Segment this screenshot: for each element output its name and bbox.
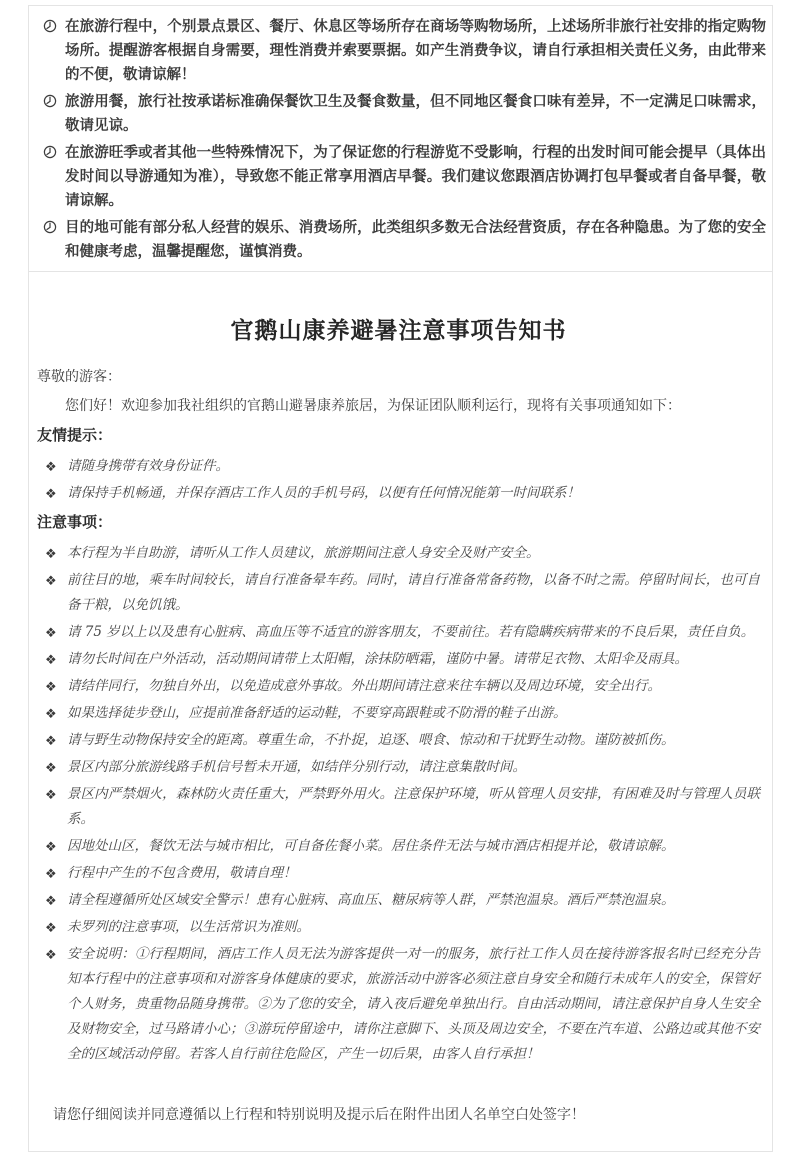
note-text: 请全程遵循所处区域安全警示！患有心脏病、高血压、糖尿病等人群，严禁泡温泉。酒后严禁泡温泉。	[67, 892, 675, 908]
intro-paragraph: 您们好！欢迎参加我社组织的官鹅山避暑康养旅居，为保证团队顺利运行，现将有关事项通知如下：	[65, 397, 681, 413]
clock-icon	[37, 141, 65, 159]
note-text: 行程中产生的不包含费用，敬请自理！	[67, 865, 297, 881]
clock-icon	[37, 216, 65, 234]
warning-item	[37, 90, 766, 138]
note-item	[37, 888, 760, 913]
clock-icon	[37, 90, 65, 108]
note-text: 景区内严禁烟火，森林防火责任重大，严禁野外用火。注意保护环境，听从管理人员安排，有困难及时与管理人员联系。	[67, 786, 760, 827]
warning-text: 旅游用餐，旅行社按承诺标准确保餐饮卫生及餐食数量，但不同地区餐食口味有差异，不一定满足口味需求，敬请见谅。	[65, 94, 766, 134]
note-text: 如果选择徒步登山，应提前准备舒适的运动鞋，不要穿高跟鞋或不防滑的鞋子出游。	[67, 705, 567, 721]
notice-section	[28, 272, 773, 1152]
warning-text: 在旅游行程中，个别景点景区、餐厅、休息区等场所存在商场等购物场所，上述场所非旅行社安排的指定购物场所。提醒游客根据自身需要，理性消费并索要票据。如产生消费争议，请自行承担相关责任义务，由此带来的不便，敬请谅解！	[65, 19, 766, 83]
diamond-bullet-icon: ❖	[45, 486, 57, 501]
note-item	[37, 834, 760, 859]
notes-heading: 注意事项：	[37, 514, 113, 531]
document-page	[0, 5, 800, 1152]
salutation: 尊敬的游客：	[37, 368, 121, 384]
note-text: 景区内部分旅游线路手机信号暂未开通，如结伴分别行动，请注意集散时间。	[67, 759, 526, 775]
warning-item	[37, 15, 766, 87]
note-text: 未罗列的注意事项，以生活常识为准则。	[67, 919, 310, 935]
note-item	[37, 701, 760, 726]
diamond-bullet-icon: ❖	[45, 679, 57, 694]
diamond-bullet-icon: ❖	[45, 760, 57, 775]
diamond-bullet-icon: ❖	[45, 546, 57, 561]
note-item	[37, 568, 760, 618]
note-text: 本行程为半自助游，请听从工作人员建议，旅游期间注意人身安全及财产安全。	[67, 545, 540, 561]
warnings-section	[28, 5, 773, 272]
signature-instruction: 请您仔细阅读并同意遵循以上行程和特别说明及提示后在附件出团人名单空白处签字！	[53, 1106, 585, 1122]
note-item	[37, 782, 760, 832]
note-item	[37, 620, 760, 645]
note-item	[37, 861, 760, 886]
diamond-bullet-icon: ❖	[45, 839, 57, 854]
diamond-bullet-icon: ❖	[45, 787, 57, 802]
note-item	[37, 728, 760, 753]
tip-text: 请保持手机畅通，并保存酒店工作人员的手机号码，以便有任何情况能第一时间联系！	[67, 485, 580, 501]
note-text: 请与野生动物保持安全的距离。尊重生命，不扑捉，追逐、喂食、惊动和干扰野生动物。谨防被抓伤。	[67, 732, 675, 748]
diamond-bullet-icon: ❖	[45, 625, 57, 640]
note-text: 前往目的地，乘车时间较长，请自行准备晕车药。同时，请自行准备常备药物，以备不时之需。停留时间长，也可自备干粮，以免饥饿。	[67, 572, 760, 613]
note-text: 因地处山区，餐饮无法与城市相比，可自备佐餐小菜。居住条件无法与城市酒店相提并论，敬请谅解。	[67, 838, 675, 854]
warning-text: 目的地可能有部分私人经营的娱乐、消费场所，此类组织多数无合法经营资质，存在各种隐患。为了您的安全和健康考虑，温馨提醒您，谨慎消费。	[65, 220, 766, 260]
tips-heading: 友情提示：	[37, 427, 113, 444]
note-text: 请结伴同行，勿独自外出，以免造成意外事故。外出期间请注意来往车辆以及周边环境，安全出行。	[67, 678, 661, 694]
diamond-bullet-icon: ❖	[45, 573, 57, 588]
diamond-bullet-icon: ❖	[45, 706, 57, 721]
diamond-bullet-icon: ❖	[45, 947, 57, 962]
note-text: 请 75 岁以上以及患有心脏病、高血压等不适宜的游客朋友，不要前往。若有隐瞒疾病带来的不良后果，责任自负。	[67, 624, 755, 640]
note-item	[37, 942, 760, 1067]
note-item	[37, 541, 760, 566]
diamond-bullet-icon: ❖	[45, 652, 57, 667]
diamond-bullet-icon: ❖	[45, 920, 57, 935]
warning-item	[37, 216, 766, 264]
diamond-bullet-icon: ❖	[45, 893, 57, 908]
note-item	[37, 647, 760, 672]
warning-item	[37, 141, 766, 213]
clock-icon	[37, 15, 65, 33]
warning-text: 在旅游旺季或者其他一些特殊情况下，为了保证您的行程游览不受影响，行程的出发时间可能会提早（具体出发时间以导游通知为准），导致您不能正常享用酒店早餐。我们建议您跟酒店协调打包早餐或者自备早餐，敬请谅解。	[65, 145, 766, 209]
page-title: 官鹅山康养避暑注意事项告知书	[230, 317, 567, 343]
diamond-bullet-icon: ❖	[45, 866, 57, 881]
note-item	[37, 674, 760, 699]
tip-item	[37, 481, 760, 506]
note-text: 安全说明：①行程期间，酒店工作人员无法为游客提供一对一的服务，旅行社工作人员在接待游客报名时已经充分告知本行程中的注意事项和对游客身体健康的要求，旅游活动中游客必须注意自身安全和随行未成年人的安全，保管好个人财务，贵重物品随身携带。②为了您的安全，请入夜后避免单独出行。自由活动期间，请注意保护自身人生安全及财物安全，过马路请小心；③游玩停留途中，请你注意脚下、头顶及周边安全，不要在汽车道、公路边或其他不安全的区域活动停留。若客人自行前往危险区，产生一切后果，由客人自行承担！	[67, 946, 760, 1062]
note-text: 请勿长时间在户外活动，活动期间请带上太阳帽，涂抹防晒霜，谨防中暑。请带足衣物、太阳伞及雨具。	[67, 651, 688, 667]
tip-item	[37, 454, 760, 479]
diamond-bullet-icon: ❖	[45, 733, 57, 748]
diamond-bullet-icon: ❖	[45, 459, 57, 474]
tip-text: 请随身携带有效身份证件。	[67, 458, 229, 474]
note-item	[37, 915, 760, 940]
note-item	[37, 755, 760, 780]
